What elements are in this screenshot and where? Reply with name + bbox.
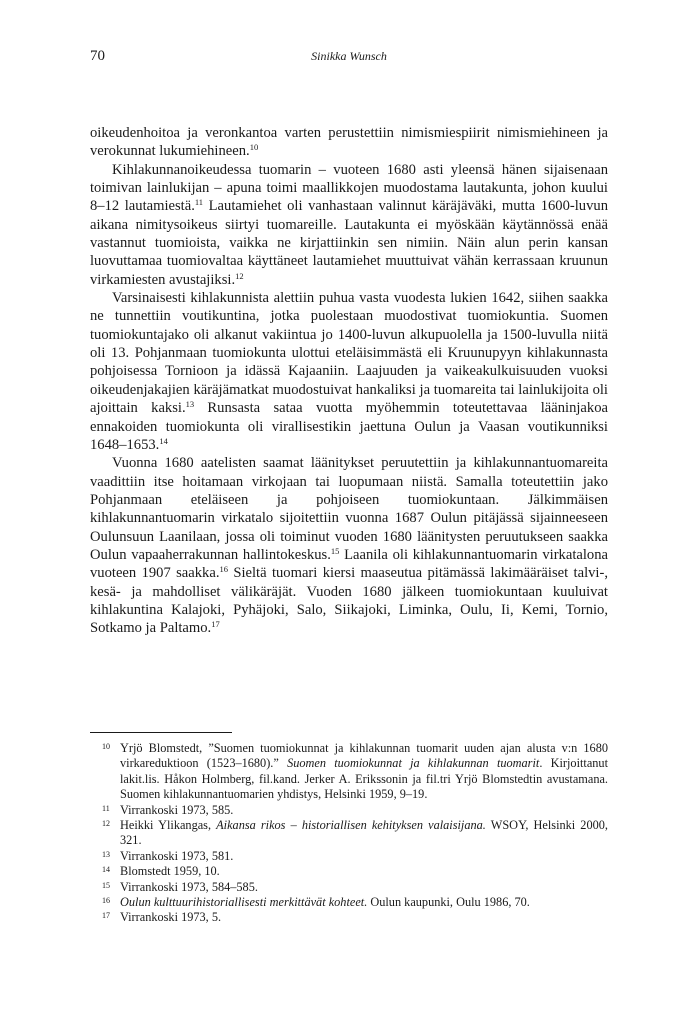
footnote-ref: 16 — [219, 564, 228, 575]
footnote — [90, 741, 608, 803]
footnote — [90, 803, 608, 818]
footnote-number: 15 — [102, 880, 110, 890]
footnote-number: 16 — [102, 896, 110, 906]
footnote-title: Aikansa rikos – historiallisen kehityksen valaisijana. — [216, 818, 486, 833]
footnotes — [90, 741, 608, 926]
footnote-text: Yrjö Blomstedt, ”Suomen tuomiokunnat ja kihlakunnan tuomarit uuden ajan alusta v:n 1680 virkareduktioon (1523–1680).” — [120, 741, 608, 771]
paragraph — [90, 161, 608, 289]
footnote-text: Virrankoski 1973, 581. — [120, 848, 234, 863]
footnote-number: 11 — [102, 803, 110, 813]
footnote — [90, 864, 608, 879]
footnote-title: Suomen tuomiokunnat ja kihlakunnan tuomarit — [287, 756, 540, 771]
text-run: Runsasta sataa vuotta myöhemmin toteutettavaa lääninjakoa ennakoiden tuomiokunta oli virallisestikin jaettuna Oulun ja Vaasan voutikunniksi 1648–1653. — [90, 400, 608, 453]
footnote-ref: 12 — [235, 270, 244, 281]
page-header — [90, 48, 608, 68]
footnote-ref: 13 — [185, 399, 195, 410]
footnote-title: Oulun kulttuurihistoriallisesti merkittävät kohteet. — [120, 895, 368, 910]
text-run: Vuonna 1680 aatelisten saamat läänitykset peruutettiin ja kihlakunnantuomareita vaadittiin itse hoitamaan virkojaan tai luopumaan niistä. Samalla toteutettiin jako Pohjanmaan eteläiseen ja pohjoiseen tuomiokuntaan. Jälkimmäisen kihlakunnantuomarin virkatalo sijoitettiin vuonna 1687 Oulun pitäjässä sijainneeseen Oulunsuun Laanilaan, jossa oli toiminut vuoden 1680 läänitysten peruutukseen saakka Oulun vapaaherrakunnan hallintokeskus. — [90, 455, 608, 563]
text-run: Varsinaisesti kihlakunnista alettiin puhua vasta vuodesta lukien 1642, siihen saakka ne tunnettiin voutikuntina, jotka puolestaan muodostivat tuomiokuntia. Suomen tuomiokuntajako oli alkanut vakiintua jo 1400-luvun alkupuolella ja 1500-luvulla niitä oli 13. Pohjanmaan tuomiokunta ulottui eteläisimmästä eli Kruunupyyn kihlakunnasta pohjoisessa Tornioon ja idässä Kajaaniin. Laajuuden ja vaikeakulkuisuuden vuoksi oikeudenjakajien käräjämatkat muodostuivat hankaliksi ja tuomareita tai lainlukijoita oli ajoittain kaksi. — [90, 290, 608, 417]
text-run: Laanila oli kihlakunnantuomarin virkatalona vuoteen 1907 saakka. — [90, 546, 608, 582]
footnote-number: 12 — [102, 819, 110, 829]
footnote-text: Heikki Ylikangas, — [120, 818, 217, 833]
text-run: oikeudenhoitoa ja veronkantoa varten perustettiin nimismiespiirit nimismiehineen ja verokunnat lukumiehineen. — [90, 125, 608, 160]
footnote-number: 10 — [102, 742, 110, 751]
footnote-text: Oulun kaupunki, Oulu 1986, 70. — [367, 895, 530, 910]
footnote-ref: 11 — [194, 197, 204, 208]
footnote-number: 17 — [102, 911, 110, 921]
footnote — [90, 849, 608, 864]
footnote-ref: 17 — [211, 619, 220, 630]
paragraph — [90, 289, 608, 454]
footnote-number: 14 — [102, 865, 110, 875]
footnote — [90, 895, 608, 910]
text-run: Sieltä tuomari kiersi maaseutua pitämässä lakimääräiset talvi-, kesä- ja mahdolliset välikäräjät. Vuoden 1680 jälkeen tuomiokuntaan kuuluivat kihlakuntina Kalajoki, Pyhäjoki, Salo, Siikajoki, Liminka, Oulu, Ii, Kemi, Tornio, Sotkamo ja Paltamo. — [90, 565, 608, 637]
footnote — [90, 910, 608, 925]
body-text — [90, 124, 608, 638]
footnote-ref: 14 — [159, 435, 168, 446]
page-number: 70 — [90, 48, 105, 64]
footnote-text: Virrankoski 1973, 5. — [120, 910, 222, 925]
footnote-text: Virrankoski 1973, 585. — [120, 802, 234, 817]
footnote — [90, 880, 608, 895]
footnote-text: WSOY, Helsinki 2000, 321. — [120, 818, 608, 848]
paragraph — [90, 454, 608, 637]
footnote — [90, 818, 608, 849]
footnote-text: Virrankoski 1973, 584–585. — [120, 879, 258, 894]
running-head: Sinikka Wunsch — [311, 49, 387, 63]
paragraph — [90, 124, 608, 161]
footnote-divider — [90, 732, 232, 733]
footnote-text: Blomstedt 1959, 10. — [120, 864, 220, 879]
text-run: Lautamiehet oli vanhastaan valinnut käräjäväki, mutta 1600-luvun aikana nimitysoikeus siirtyi tuomareille. Lautakunta ei myöskään käytännössä enää vastannut tuomioista, vaikka ne kirjattiinkin sen nimiin. Näin alun perin kansan luovuttamaa tuomiovaltaa käyttäneet lautamiehet muuttuivat vähän kerrassaan kruunun virkamiesten avustajiksi. — [90, 198, 608, 288]
footnote-ref: 10 — [249, 142, 259, 153]
footnote-text: . Kirjoittanut lakit.lis. Håkon Holmberg, fil.kand. Jerker A. Erikssonin ja fil.tri Yrjö Blomstedtin avustamana. Suomen kihlakunnantuomarien yhdistys, Helsinki 1959, 9–19. — [120, 756, 609, 802]
footnote-number: 13 — [102, 849, 110, 859]
text-run: Kihlakunnanoikeudessa tuomarin – vuoteen 1680 asti yleensä hänen sijaisenaan toimivan lainlukijan – apuna toimi maallikkojen muodostama lautakunta, johon kuului 8–12 lautamiestä. — [90, 161, 608, 215]
footnote-ref: 15 — [330, 545, 340, 556]
